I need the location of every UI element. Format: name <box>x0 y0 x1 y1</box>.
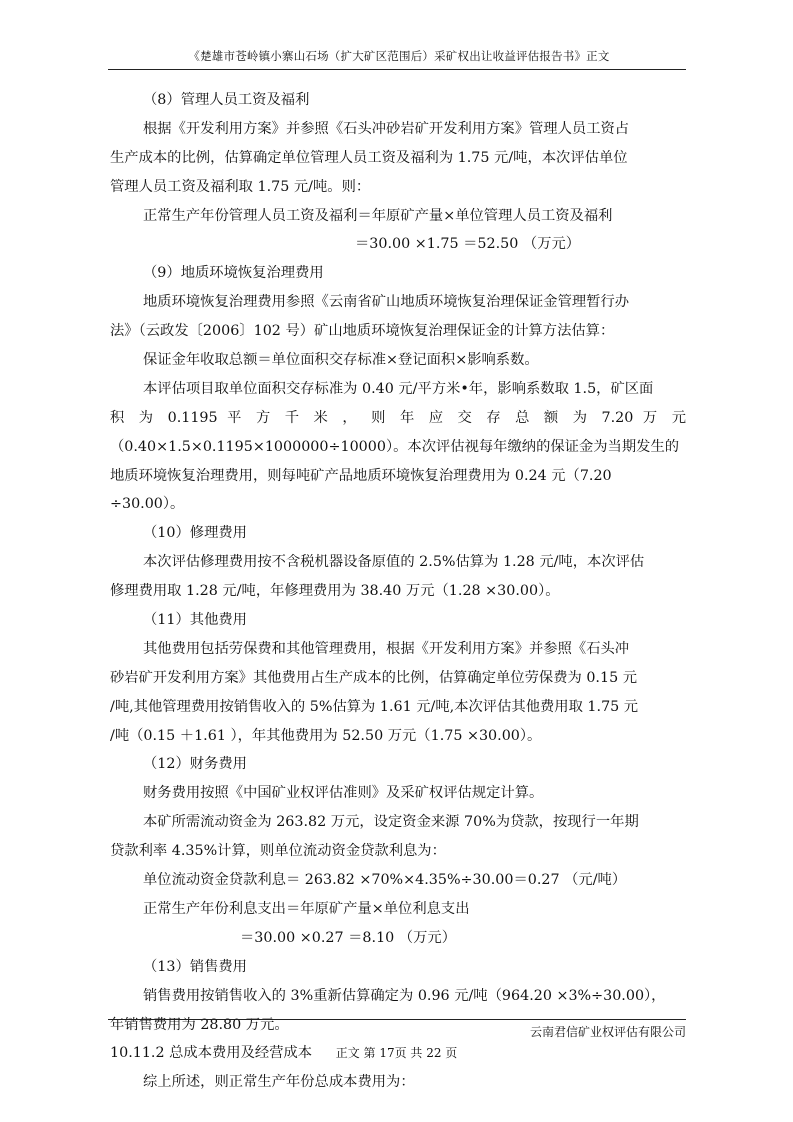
text-line: 本矿所需流动资金为 263.82 万元，设定资金来源 70%为贷款，按现行一年期 <box>143 814 639 831</box>
text-line: /吨（0.15 ＋1.61 ），年其他费用为 52.50 万元（1.75 ×30.00）。 <box>110 727 542 744</box>
text-line: 法》（云政发〔2006〕102 号）矿山地质环境恢复治理保证金的计算方法估算： <box>110 323 615 340</box>
text-line: 根据《开发利用方案》并参照《石头冲砂岩矿开发利用方案》管理人员工资占 <box>143 120 630 137</box>
text-line: 本次评估修理费用按不含税机器设备原值的 2.5%估算为 1.28 元/吨，本次评估 <box>143 554 645 571</box>
text-line: （8）管理人员工资及福利 <box>143 92 310 108</box>
text-line: 10.11.2 总成本费用及经营成本 <box>110 1045 313 1062</box>
text-line: （11）其他费用 <box>143 612 247 629</box>
text-line: （0.40×1.5×0.1195×1000000÷10000）。本次评估视每年缴纳的保证金为当期发生的 <box>110 438 680 455</box>
text-line: 地质环境恢复治理费用参照《云南省矿山地质环境恢复治理保证金管理暂行办 <box>143 294 630 311</box>
text-line: ＝30.00 ×0.27 ＝8.10 （万元） <box>240 929 456 946</box>
text-line: 单位流动资金贷款利息＝ 263.82 ×70%×4.35%÷30.00＝0.27 （元/吨） <box>143 872 627 889</box>
header-divider <box>108 69 686 70</box>
text-line: 生产成本的比例，估算确定单位管理人员工资及福利为 1.75 元/吨，本次评估单位 <box>110 149 628 166</box>
text-line: 保证金年收取总额＝单位面积交存标准×登记面积×影响系数。 <box>143 352 539 369</box>
footer-page-number: 正文 第 17页 共 22 页 <box>335 1046 458 1060</box>
text-line: 正常生产年份利息支出＝年原矿产量×单位利息支出 <box>143 900 470 917</box>
footer-company-name: 云南君信矿业权评估有限公司 <box>529 1025 686 1039</box>
text-line: /吨,其他管理费用按销售收入的 5%估算为 1.61 元/吨,本次评估其他费用取 1.75 元 <box>110 698 639 715</box>
text-line: （13）销售费用 <box>143 958 247 975</box>
footer-divider <box>108 1019 686 1020</box>
text-line: 财务费用按照《中国矿业权评估准则》及采矿权评估规定计算。 <box>143 785 544 802</box>
text-line: （9）地质环境恢复治理费用 <box>143 265 324 282</box>
text-line: 管理人员工资及福利取 1.75 元/吨。则： <box>110 178 371 195</box>
text-line: 修理费用取 1.28 元/吨，年修理费用为 38.40 万元（1.28 ×30.00）。 <box>110 583 560 600</box>
document-body <box>110 86 686 1097</box>
text-line: ÷30.00）。 <box>110 496 185 513</box>
text-line: 地质环境恢复治理费用，则每吨矿产品地质环境恢复治理费用为 0.24 元（7.20 <box>110 467 612 484</box>
text-line: ＝30.00 ×1.75 ＝52.50 （万元） <box>355 236 581 253</box>
text-line: （12）财务费用 <box>143 756 247 773</box>
text-line: 年销售费用为 28.80 万元。 <box>110 1016 289 1033</box>
text-line: 积 为 0.1195 平 方 千 米 ， 则 年 应 交 存 总 额 为 7.20 万 元 <box>110 409 686 426</box>
text-line: 其他费用包括劳保费和其他管理费用，根据《开发利用方案》并参照《石头冲 <box>143 640 630 657</box>
text-line: 综上所述，则正常生产年份总成本费用为： <box>143 1074 415 1091</box>
text-line: 正常生产年份管理人员工资及福利＝年原矿产量×单位管理人员工资及福利 <box>143 207 613 224</box>
text-line: 砂岩矿开发利用方案》其他费用占生产成本的比例，估算确定单位劳保费为 0.15 元 <box>110 669 638 686</box>
page-header-title: 《楚雄市苍岭镇小寨山石场（扩大矿区范围后）采矿权出让收益评估报告书》正文 <box>188 49 610 63</box>
text-line: 贷款利率 4.35%计算，则单位流动资金贷款利息为： <box>110 843 446 860</box>
text-line: 销售费用按销售收入的 3%重新估算确定为 0.96 元/吨（964.20 ×3%÷30.00）， <box>143 987 666 1004</box>
text-line: 本评估项目取单位面积交存标准为 0.40 元/平方米•年，影响系数取 1.5，矿区面 <box>143 380 654 397</box>
text-line: （10）修理费用 <box>143 525 247 542</box>
